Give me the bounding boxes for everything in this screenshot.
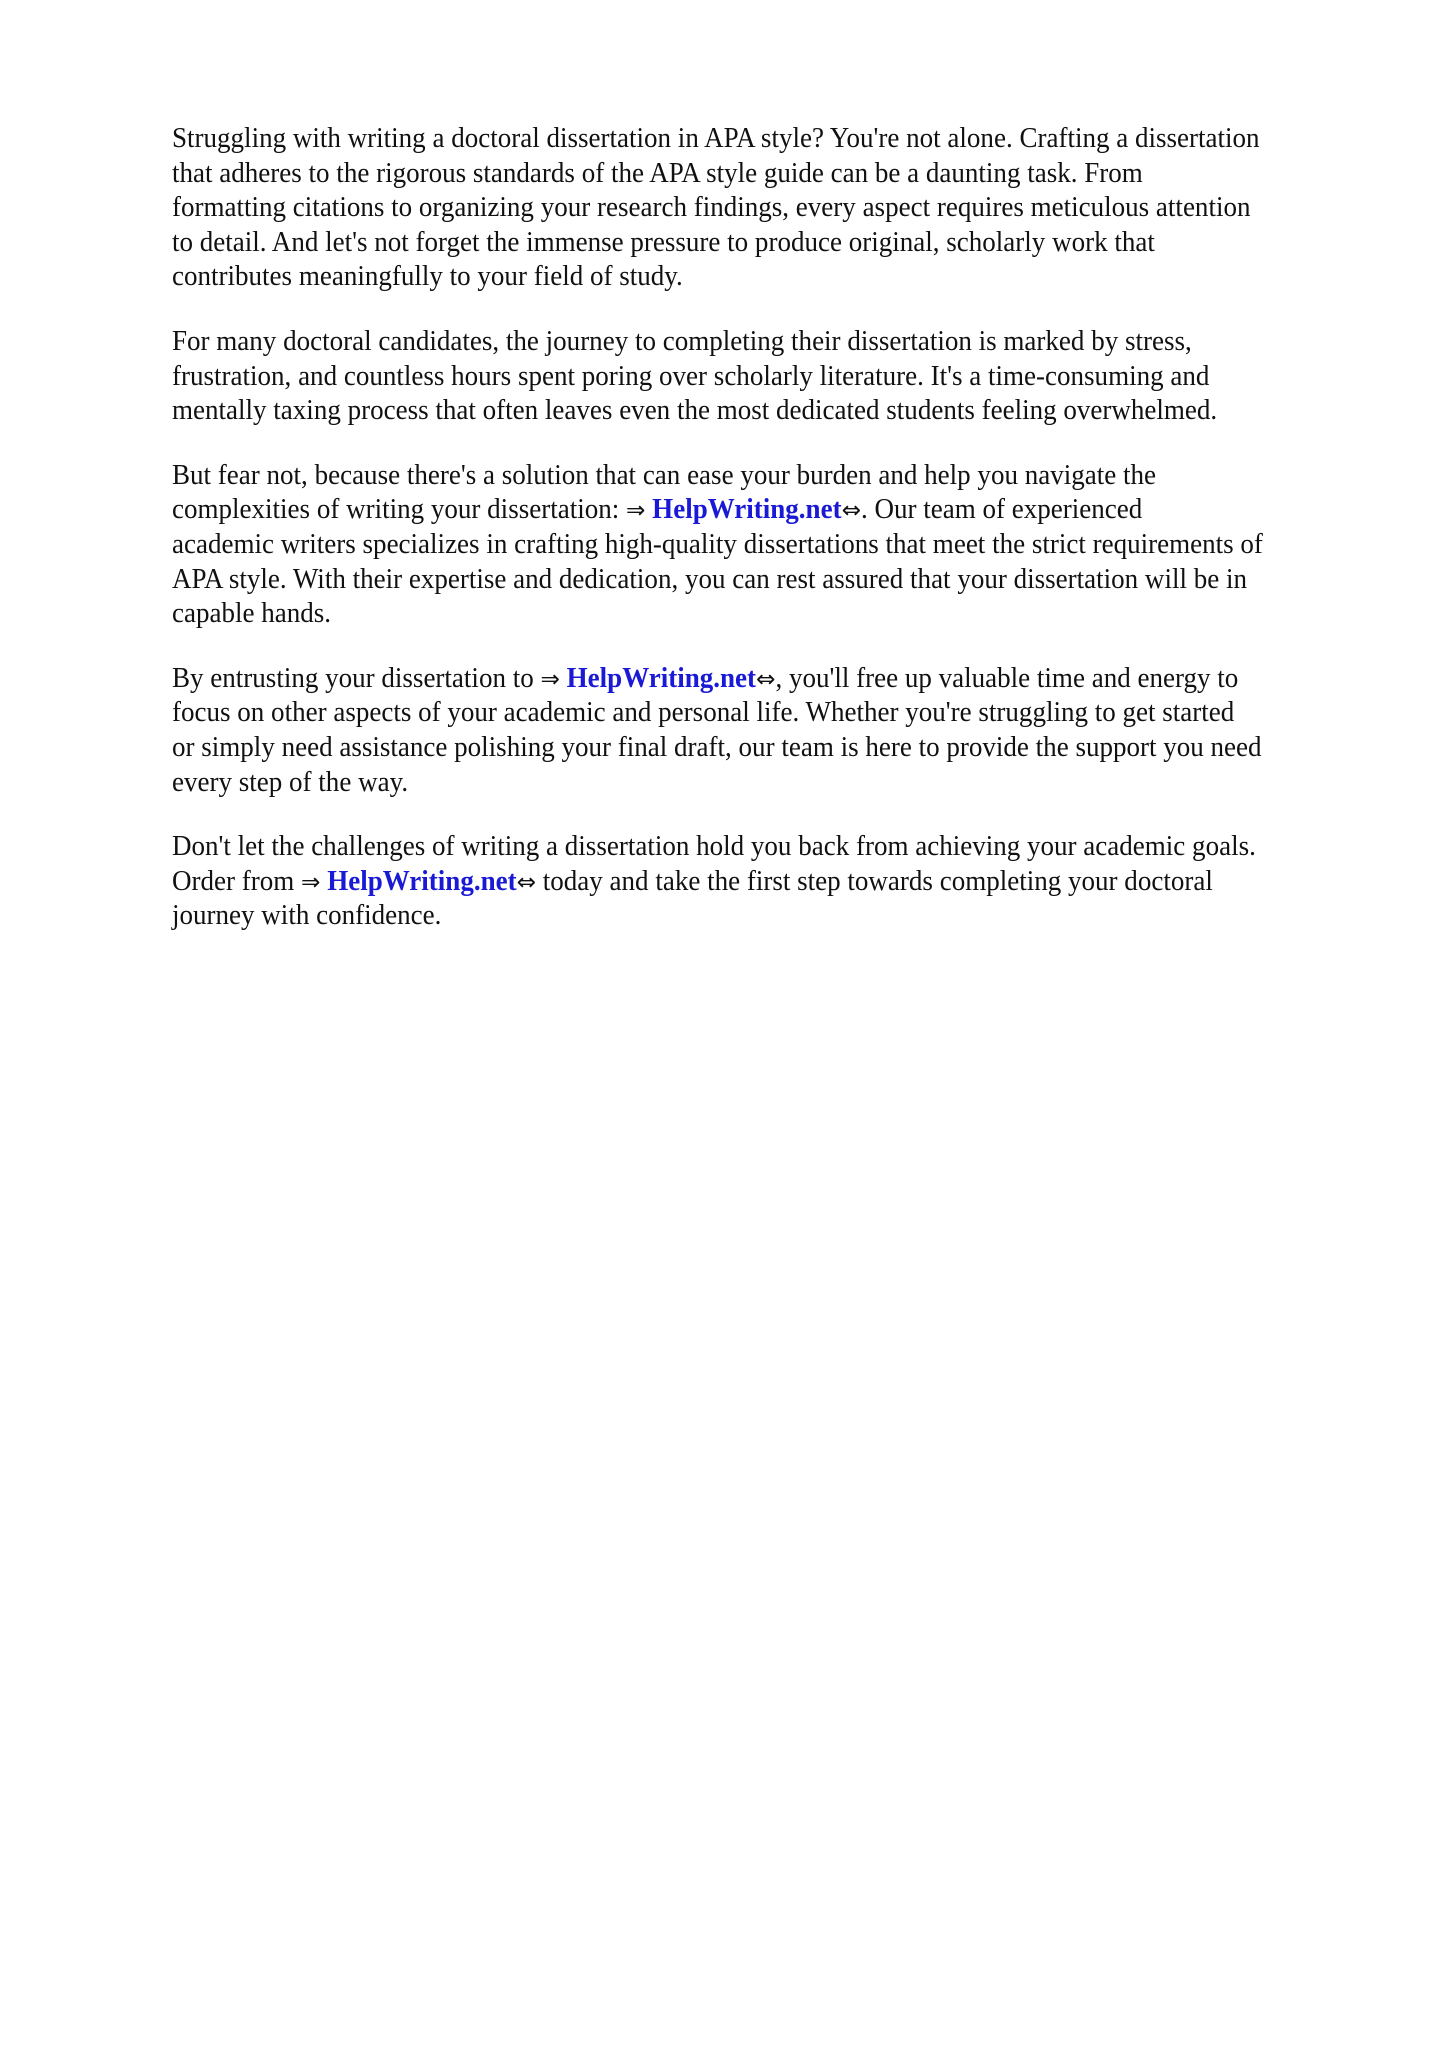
text-line: frustration, and countless hours spent poring over scholarly literature. It's a time-consuming and [172, 360, 1210, 392]
paragraph-1 [172, 122, 1392, 295]
text-segment: By entrusting your dissertation to [172, 662, 541, 694]
text-line: capable hands. [172, 598, 332, 630]
double-left-right-arrow-icon: ⇔ [756, 664, 776, 693]
text-line: academic writers specializes in crafting high-quality dissertations that meet the strict requirements of [172, 528, 1263, 560]
text-line: Struggling with writing a doctoral dissertation in APA style? You're not alone. Crafting a dissertation [172, 123, 1260, 154]
text-line: mentally taxing process that often leaves even the most dedicated students feeling overwhelmed. [172, 395, 1218, 427]
text-line: to detail. And let's not forget the immense pressure to produce original, scholarly work that [172, 226, 1155, 258]
double-left-right-arrow-icon: ⇔ [516, 867, 537, 896]
text-segment: complexities of writing your dissertation: [172, 494, 627, 526]
text-line: But fear not, because there's a solution that can ease your burden and help you navigate the [172, 459, 1157, 491]
text-line: formatting citations to organizing your research findings, every aspect requires meticulous attention [172, 192, 1251, 224]
text-line: focus on other aspects of your academic and personal life. Whether you're struggling to get started [172, 697, 1235, 729]
text-line: Don't let the challenges of writing a dissertation hold you back from achieving your academic goals. [172, 831, 1256, 863]
text-line: contributes meaningfully to your field of study. [172, 261, 683, 293]
text-line: APA style. With their expertise and dedication, you can rest assured that your dissertation will be in [172, 563, 1247, 595]
double-left-right-arrow-icon: ⇔ [841, 496, 861, 525]
helpwriting-link[interactable]: HelpWriting.net [327, 865, 517, 897]
paragraph-5 [172, 830, 1392, 934]
text-line: For many doctoral candidates, the journey to completing their dissertation is marked by stress, [172, 325, 1192, 357]
text-line-with-link [172, 865, 1349, 900]
text-segment: Order from [172, 865, 302, 897]
paragraph-3 [172, 459, 1392, 632]
text-line: that adheres to the rigorous standards of the APA style guide can be a daunting task. From [172, 157, 1143, 189]
text-line-with-link [172, 493, 1349, 528]
text-line-with-link [172, 662, 1349, 697]
paragraph-4 [172, 662, 1392, 800]
helpwriting-link[interactable]: HelpWriting.net [566, 662, 757, 694]
text-segment: today and take the first step towards completing your doctoral [536, 865, 1213, 897]
text-segment: , you'll free up valuable time and energy to [775, 662, 1239, 694]
helpwriting-link[interactable]: HelpWriting.net [652, 494, 842, 526]
double-right-arrow-icon: ⇒ [540, 664, 560, 693]
text-line: every step of the way. [172, 766, 409, 798]
double-right-arrow-icon: ⇒ [301, 867, 321, 896]
double-right-arrow-icon: ⇒ [626, 496, 646, 525]
text-line: or simply need assistance polishing your final draft, our team is here to provide the support you need [172, 731, 1262, 763]
text-line: journey with confidence. [172, 900, 442, 932]
paragraph-2 [172, 325, 1392, 429]
text-segment: . Our team of experienced [860, 494, 1143, 526]
document-page [172, 122, 1392, 964]
